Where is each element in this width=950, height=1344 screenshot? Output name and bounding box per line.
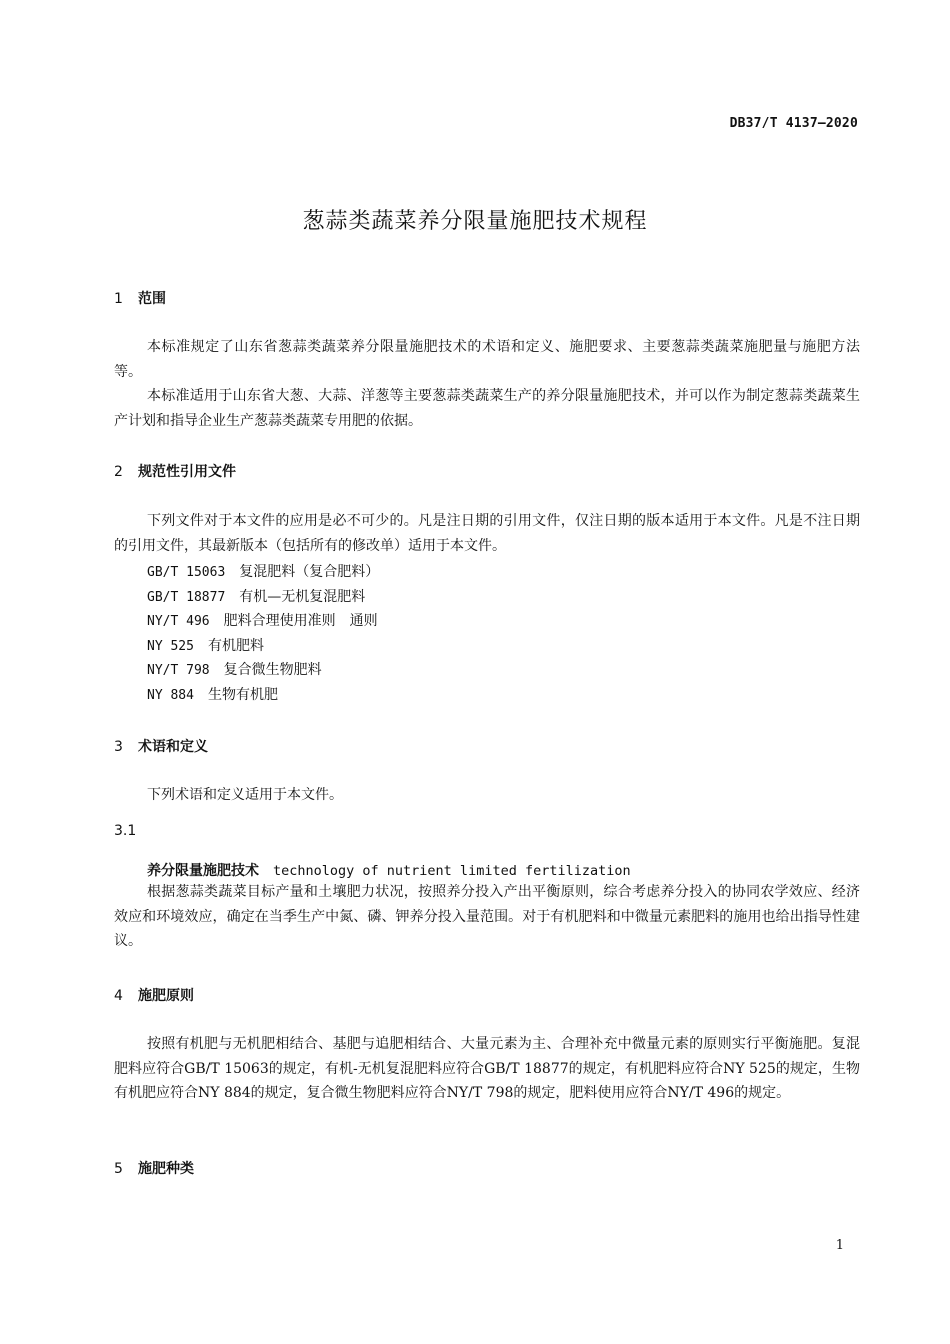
page-number: 1	[835, 1238, 844, 1253]
section-heading-2	[114, 461, 236, 481]
section-heading-1	[114, 288, 166, 308]
paragraph: 本标准适用于山东省大葱、大蒜、洋葱等主要葱蒜类蔬菜生产的养分限量施肥技术，并可以作为制定葱蒜类蔬菜生产计划和指导企业生产葱蒜类蔬菜专用肥的依据。	[114, 388, 860, 429]
section-number: 1	[114, 291, 123, 307]
term-english: technology of nutrient limited fertilization	[273, 863, 631, 879]
reference-item	[147, 684, 278, 704]
section-heading-3	[114, 736, 208, 756]
section-title: 术语和定义	[138, 739, 208, 755]
section-title: 范围	[138, 291, 166, 307]
reference-item	[147, 635, 264, 655]
reference-code: NY/T 496	[147, 614, 210, 629]
reference-code: GB/T 18877	[147, 590, 226, 605]
standard-code: DB37/T 4137—2020	[729, 116, 858, 131]
reference-item	[147, 659, 322, 679]
section-heading-5	[114, 1158, 194, 1178]
section-number: 3	[114, 739, 123, 755]
section-number: 2	[114, 464, 123, 480]
reference-code: NY/T 798	[147, 663, 210, 678]
section-heading-4	[114, 985, 194, 1005]
reference-code: GB/T 15063	[147, 565, 226, 580]
section-title: 规范性引用文件	[138, 464, 236, 480]
paragraph: 下列术语和定义适用于本文件。	[147, 787, 343, 803]
reference-name: 复混肥料（复合肥料）	[239, 564, 380, 580]
subsection-number: 3.1	[114, 823, 137, 839]
reference-name: 生物有机肥	[207, 687, 278, 703]
document-title: 葱蒜类蔬菜养分限量施肥技术规程	[302, 209, 648, 234]
section-number: 5	[114, 1161, 123, 1177]
term-entry	[147, 860, 631, 880]
reference-name: 复合微生物肥料	[223, 662, 322, 678]
paragraph: 本标准规定了山东省葱蒜类蔬菜养分限量施肥技术的术语和定义、施肥要求、主要葱蒜类蔬菜施肥量与施肥方法等。	[114, 339, 860, 380]
reference-name: 有机—无机复混肥料	[239, 589, 366, 605]
paragraph: 下列文件对于本文件的应用是必不可少的。凡是注日期的引用文件，仅注日期的版本适用于本文件。凡是不注日期的引用文件，其最新版本（包括所有的修改单）适用于本文件。	[114, 513, 860, 554]
term-chinese: 养分限量施肥技术	[147, 863, 259, 879]
reference-name: 肥料合理使用准则 通则	[223, 613, 378, 629]
reference-item	[147, 561, 379, 581]
section-number: 4	[114, 988, 123, 1004]
reference-item	[147, 610, 378, 630]
reference-name: 有机肥料	[207, 638, 264, 654]
section-title: 施肥种类	[138, 1161, 194, 1177]
term-definition: 根据葱蒜类蔬菜目标产量和土壤肥力状况，按照养分投入产出平衡原则，综合考虑养分投入的协同农学效应、经济效应和环境效应，确定在当季生产中氮、磷、钾养分投入量范围。对于有机肥料和中微量元素肥料的施用也给出指导性建议。	[114, 884, 860, 949]
reference-code: NY 884	[147, 688, 194, 703]
reference-code: NY 525	[147, 639, 194, 654]
paragraph: 按照有机肥与无机肥相结合、基肥与追肥相结合、大量元素为主、合理补充中微量元素的原则实行平衡施肥。复混肥料应符合GB/T 15063的规定，有机-无机复混肥料应符合GB/T 18877的规定，有机肥料应符合NY 525的规定，生物有机肥应符合NY 884的规定，复合微生物肥料应符合NY/T 798的规定，肥料使用应符合NY/T 496的规定。	[114, 1036, 860, 1101]
reference-item	[147, 586, 365, 606]
section-title: 施肥原则	[138, 988, 194, 1004]
